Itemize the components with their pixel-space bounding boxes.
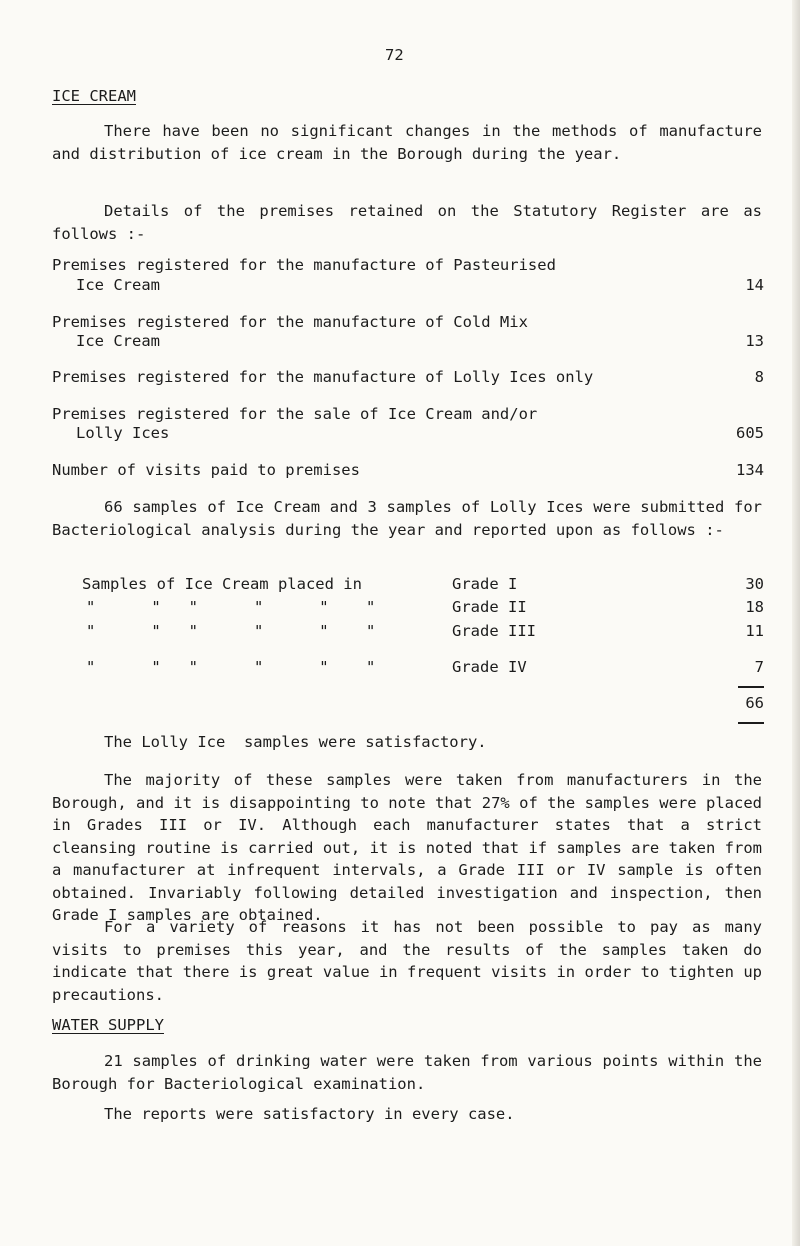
grade-label: " " " " " " [86, 622, 376, 640]
water-samples-paragraph: 21 samples of drinking water were taken from various points within the Borough for Bacteriological examination. [52, 1052, 762, 1093]
register-line: Premises registered for the manufacture of Lolly Ices only [52, 368, 594, 386]
grade-value: 7 [754, 658, 764, 676]
grade-name: Grade II [452, 598, 527, 616]
intro-paragraph: There have been no significant changes in the methods of manufacture and distribution of ice cream in the Borough during the year. [52, 122, 762, 163]
majority-paragraph: The majority of these samples were taken from manufacturers in the Borough, and it is disappointing to note that 27% of the samples were placed in Grades III or IV. Although each manufacturer states that a strict cleansing routine is carried out, it is noted that if samples are taken from a manufacturer at infrequent intervals, a Grade III or IV sample is often obtained. Invariably following detailed investigation and inspection, then Grade I samples are obtained. [52, 771, 762, 924]
grade-name: Grade III [452, 622, 536, 640]
total-rule-top [738, 686, 764, 688]
grade-value: 30 [745, 575, 764, 593]
grade-value: 18 [745, 598, 764, 616]
grade-label: " " " " " " [86, 598, 376, 616]
register-line: Premises registered for the manufacture of Pasteurised [52, 256, 556, 274]
total-rule-bottom [738, 722, 764, 724]
register-value: 14 [745, 276, 764, 294]
grade-name: Grade IV [452, 658, 527, 676]
register-line: Ice Cream [76, 276, 160, 294]
ice-cream-heading: ICE CREAM [52, 87, 136, 105]
register-line: Premises registered for the sale of Ice Cream and/or [52, 405, 538, 423]
water-reports-line: The reports were satisfactory in every case. [104, 1105, 515, 1123]
register-line: Premises registered for the manufacture of Cold Mix [52, 313, 528, 331]
grade-label: Samples of Ice Cream placed in [82, 575, 362, 593]
grade-value: 11 [745, 622, 764, 640]
variety-paragraph: For a variety of reasons it has not been possible to pay as many visits to premises this year, and the results of the samples taken do indicate that there is great value in frequent visits in order to tighten up precautions. [52, 918, 762, 1004]
grade-total: 66 [745, 694, 764, 712]
register-line: Number of visits paid to premises [52, 461, 360, 479]
water-supply-heading: WATER SUPPLY [52, 1016, 164, 1034]
register-value: 13 [745, 332, 764, 350]
samples-intro-paragraph: 66 samples of Ice Cream and 3 samples of Lolly Ices were submitted for Bacteriological analysis during the year and reported upon as follows :- [52, 498, 762, 539]
register-value: 605 [736, 424, 764, 442]
lolly-note: The Lolly Ice samples were satisfactory. [104, 733, 487, 751]
register-value: 134 [736, 461, 764, 479]
register-value: 8 [754, 368, 764, 386]
register-line: Ice Cream [76, 332, 160, 350]
register-line: Lolly Ices [76, 424, 170, 442]
grade-name: Grade I [452, 575, 518, 593]
page-edge-shadow [792, 0, 800, 1246]
grade-label: " " " " " " [86, 658, 376, 676]
page-number: 72 [385, 46, 404, 64]
details-paragraph: Details of the premises retained on the Statutory Register are as follows :- [52, 202, 762, 243]
